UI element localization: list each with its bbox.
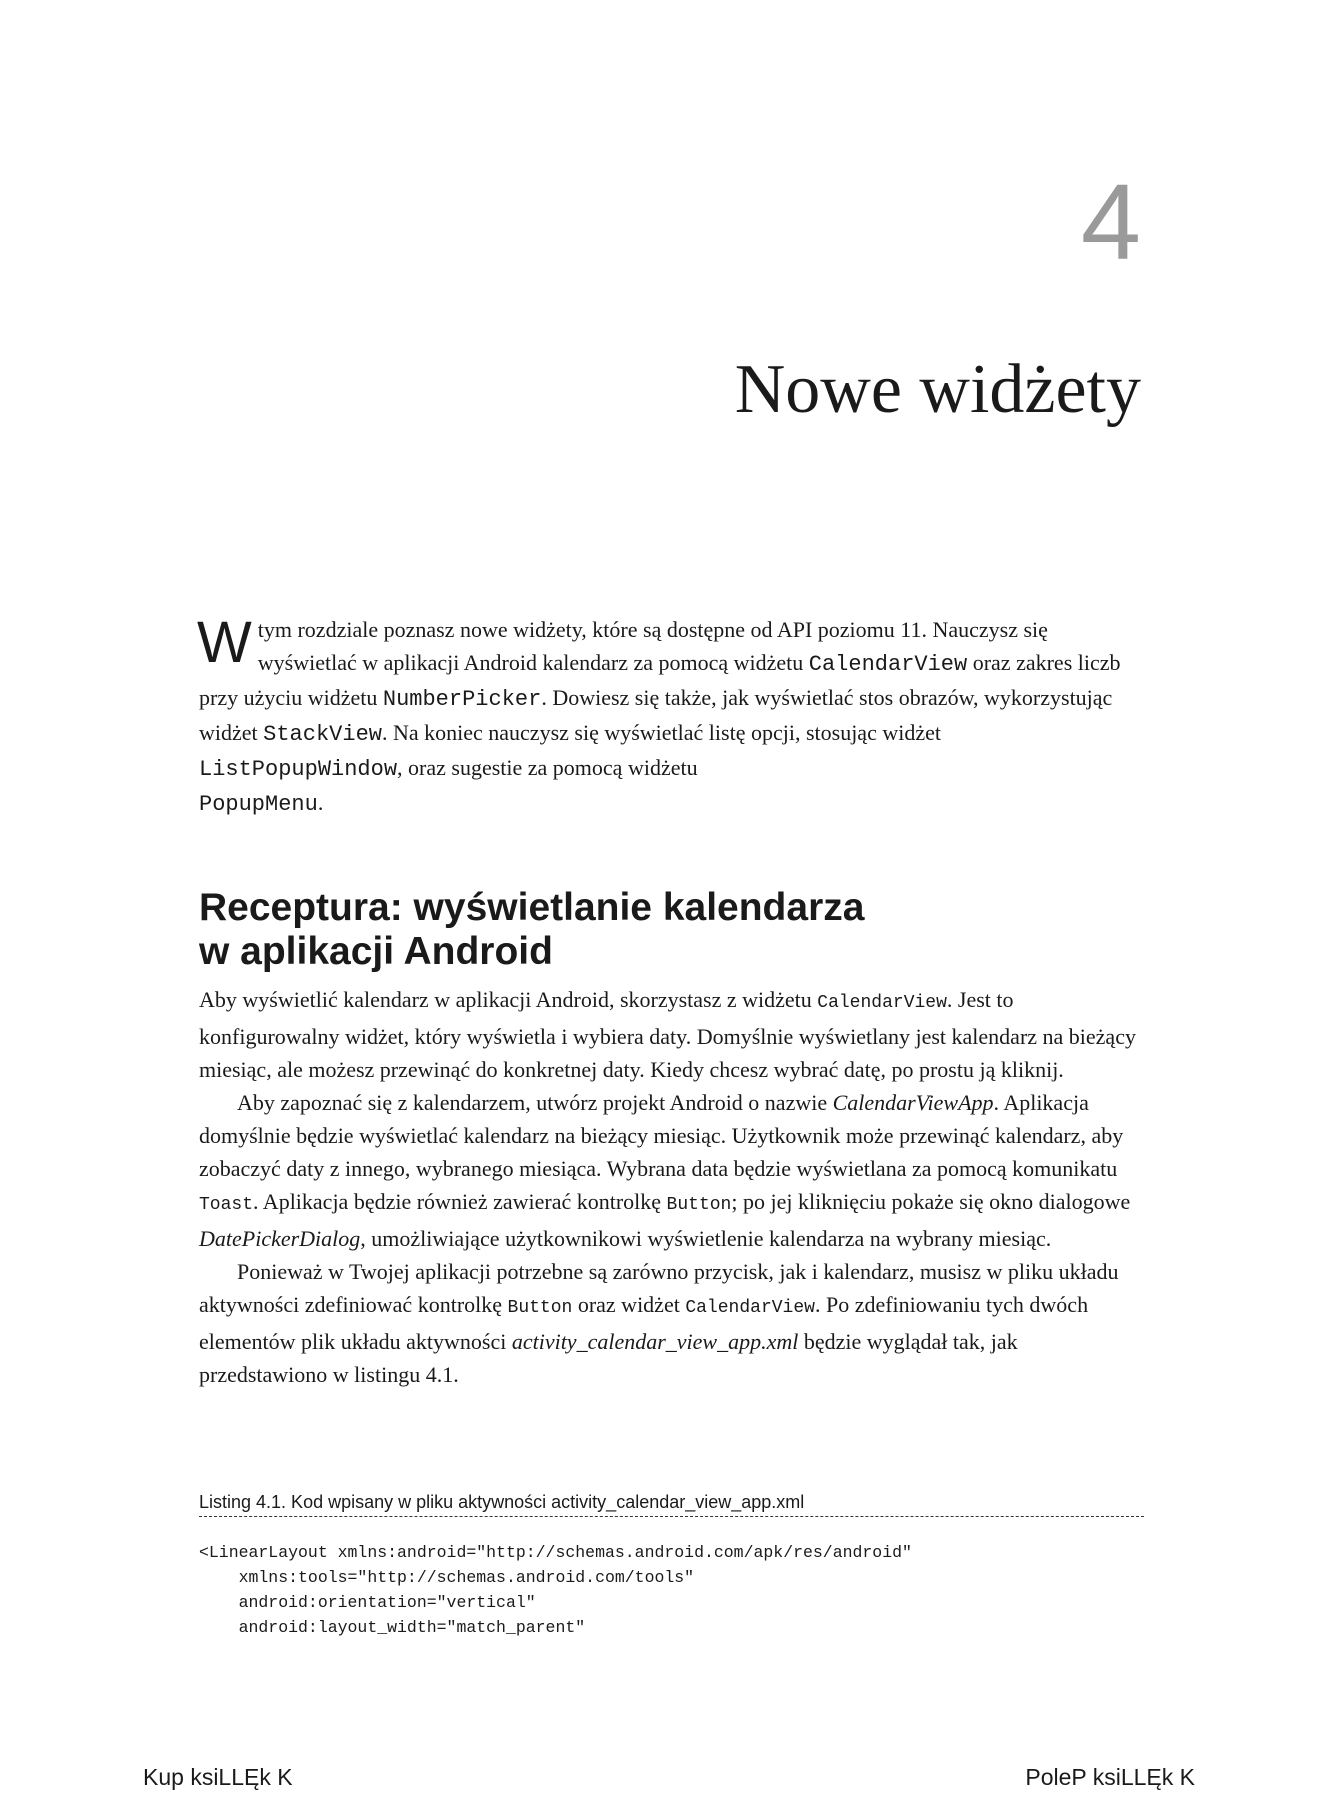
intro-text-5: , oraz sugestie za pomocą widżetu	[397, 755, 698, 780]
body-paragraph-2	[199, 1086, 1144, 1255]
footer-buy-link[interactable]: Kup ksiLLĘk K	[143, 1764, 293, 1790]
chapter-title: Nowe widżety	[734, 351, 1141, 428]
p2-italic-app-name: CalendarViewApp	[832, 1090, 994, 1115]
inline-code-calendarview: CalendarView	[685, 1298, 815, 1318]
inline-code-numberpicker: NumberPicker	[382, 687, 542, 712]
body-paragraph-1	[199, 983, 1144, 1086]
inline-code-toast: Toast	[199, 1195, 254, 1215]
code-listing	[199, 1540, 1144, 1640]
section-heading-line-2: w aplikacji Android	[199, 930, 553, 973]
p3-text-4: będzie wyglądał tak, jak przedstawiono w listingu 4.1.	[199, 1329, 1018, 1387]
intro-text-3: . Dowiesz się także, jak wyświetlać stos obrazów, wykorzystując widżet	[199, 685, 1113, 745]
p3-text-3: . Po zdefiniowaniu tych dwóch elementów plik układu aktywności	[199, 1292, 1089, 1354]
drop-cap: W	[197, 610, 252, 675]
code-line: xmlns:tools="http://schemas.android.com/tools"	[199, 1568, 695, 1587]
chapter-number: 4	[1080, 161, 1141, 282]
section-heading-line-1: Receptura: wyświetlanie kalendarza	[199, 886, 865, 929]
intro-paragraph	[197, 610, 1144, 821]
intro-text-4: . Na koniec nauczysz się wyświetlać listę opcji, stosując widżet	[381, 720, 941, 745]
footer-recommend-link[interactable]: PoleP ksiLLĘk K	[1025, 1764, 1195, 1790]
p2-text-1: Aby zapoznać się z kalendarzem, utwórz projekt Android o nazwie	[237, 1090, 833, 1115]
code-line: <LinearLayout xmlns:android="http://schemas.android.com/apk/res/android"	[199, 1543, 912, 1562]
p2-text-4: ; po jej kliknięciu pokaże się okno dialogowe	[731, 1189, 1131, 1214]
section-body	[199, 983, 1144, 1391]
p3-text-2: oraz widżet	[572, 1292, 686, 1317]
p2-italic-datepickerdialog: DatePickerDialog	[199, 1226, 361, 1251]
inline-code-calendarview: CalendarView	[808, 652, 968, 677]
p2-text-5: , umożliwiające użytkownikowi wyświetlenie kalendarza na wybrany miesiąc.	[360, 1226, 1052, 1251]
intro-text-1: tym rozdziale poznasz nowe widżety, które są dostępne od API poziomu 11. Nauczysz się wyświetlać w aplikacji Android kalendarz za pomocą widżetu	[257, 617, 1048, 675]
code-line: android:layout_width="match_parent"	[199, 1618, 586, 1637]
intro-text-6: .	[317, 790, 324, 815]
inline-code-listpopupwindow: ListPopupWindow	[199, 757, 398, 782]
p2-text-3: . Aplikacja będzie również zawierać kontrolkę	[253, 1189, 667, 1214]
section-heading	[199, 886, 1144, 974]
p1-text-1: Aby wyświetlić kalendarz w aplikacji Android, skorzystasz z widżetu	[199, 987, 818, 1012]
inline-code-button: Button	[507, 1298, 573, 1318]
intro-text-2: oraz zakres liczb przy użyciu widżetu	[199, 650, 1121, 710]
p3-italic-filename: activity_calendar_view_app.xml	[511, 1329, 799, 1354]
body-paragraph-3	[199, 1255, 1144, 1391]
code-line: android:orientation="vertical"	[199, 1593, 536, 1612]
inline-code-popupmenu: PopupMenu	[199, 792, 318, 817]
p1-text-2: . Jest to konfigurowalny widżet, który wyświetla i wybiera daty. Domyślnie wyświetlany jest kalendarz na bieżący miesiąc, ale możesz przewinąć do konkretnej daty. Kiedy chcesz wybrać datę, po prostu ją kliknij.	[199, 987, 1136, 1082]
inline-code-stackview: StackView	[263, 722, 382, 747]
p3-text-1: Ponieważ w Twojej aplikacji potrzebne są zarówno przycisk, jak i kalendarz, musisz w pliku układu aktywności zdefiniować kontrolkę	[199, 1259, 1119, 1317]
inline-code-calendarview: CalendarView	[817, 993, 947, 1013]
listing-caption: Listing 4.1. Kod wpisany w pliku aktywności activity_calendar_view_app.xml	[199, 1492, 1144, 1517]
inline-code-button: Button	[666, 1195, 732, 1215]
p2-text-2: . Aplikacja domyślnie będzie wyświetlać kalendarz na bieżący miesiąc. Użytkownik może przewinąć kalendarz, aby zobaczyć daty z innego, wybranego miesiąca. Wybrana data będzie wyświetlana za pomocą komunikatu	[199, 1090, 1124, 1181]
